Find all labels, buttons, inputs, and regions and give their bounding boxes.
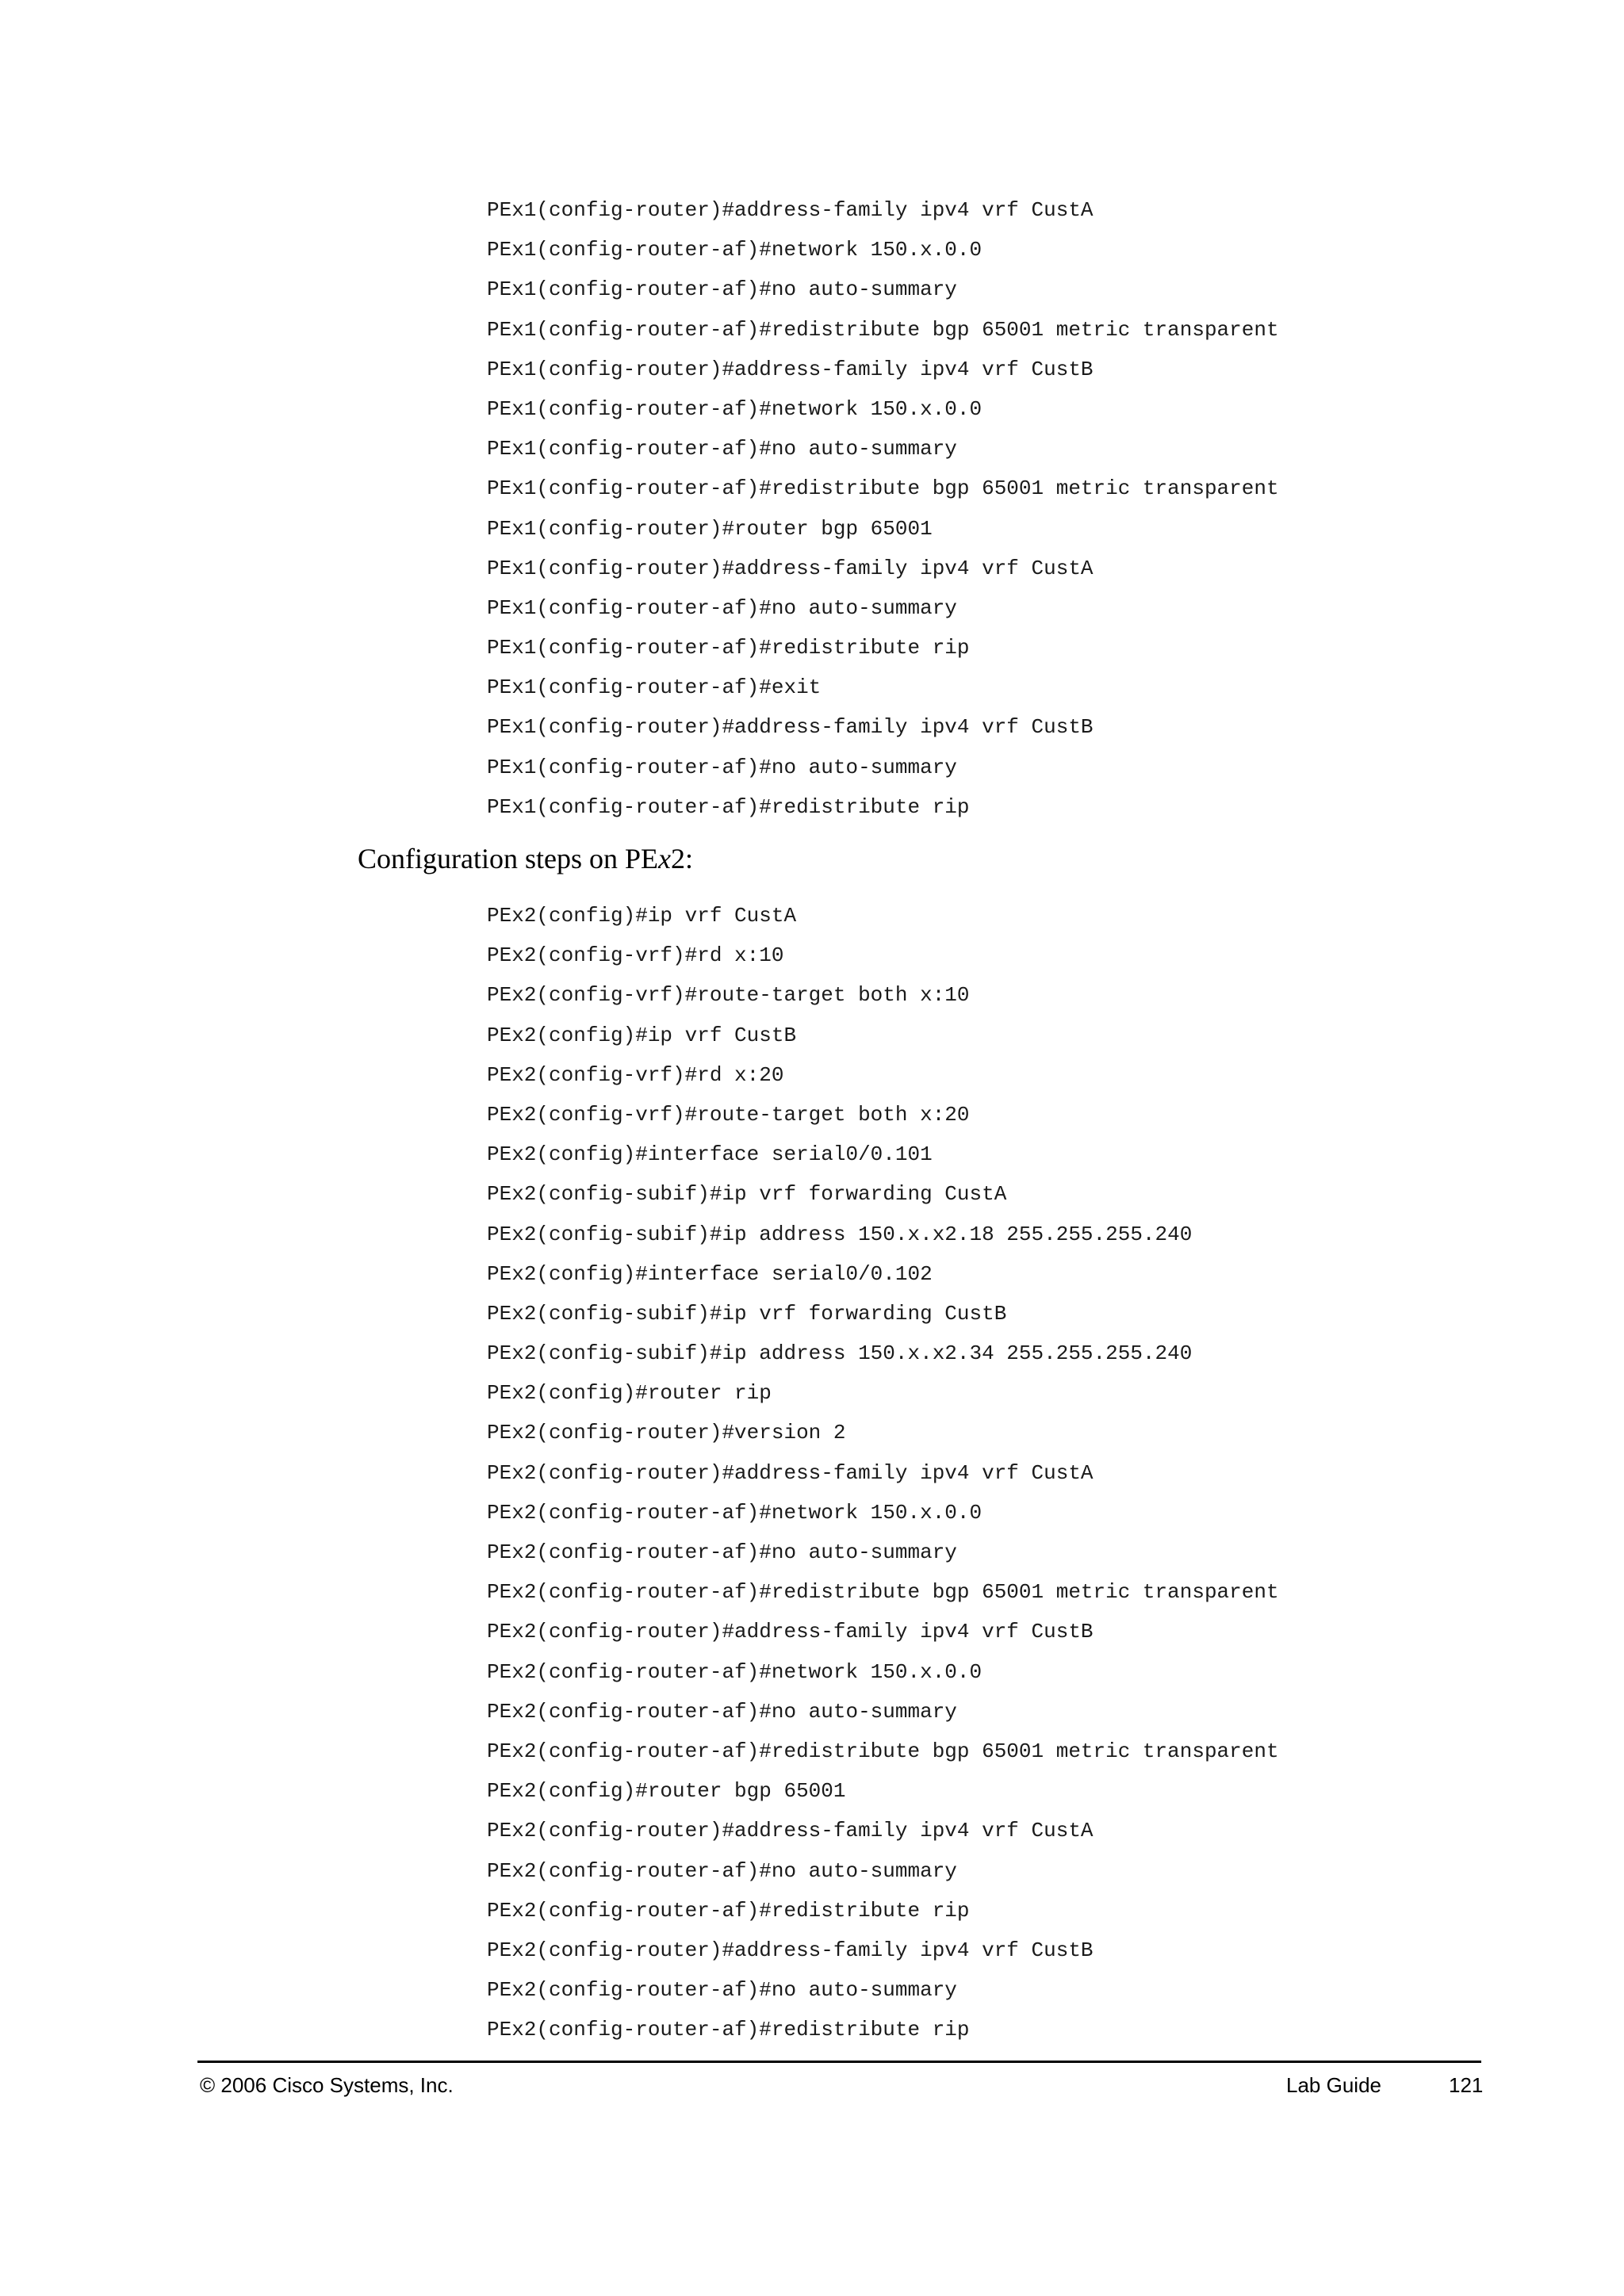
- command-line: PEx1(config-router)#router bgp 65001: [487, 516, 933, 541]
- pex1-command-listing: [487, 190, 1279, 827]
- command-line: PEx2(config-router-af)#no auto-summary: [487, 1540, 957, 1564]
- pex2-command-listing: [487, 896, 1279, 2049]
- command-line: PEx2(config)#router bgp 65001: [487, 1779, 846, 1804]
- command-line: PEx1(config-router)#address-family ipv4 vrf CustB: [487, 357, 1094, 381]
- command-line: PEx2(config)#router rip: [487, 1381, 772, 1406]
- command-line: PEx1(config-router-af)#exit: [487, 675, 822, 700]
- section-heading-suffix: 2:: [670, 843, 693, 874]
- footer-doc-title: Lab Guide: [1286, 2073, 1381, 2097]
- section-heading-italic: x: [657, 843, 671, 874]
- command-line: PEx1(config-router)#address-family ipv4 vrf CustA: [487, 556, 1094, 580]
- command-line: PEx2(config-router-af)#redistribute bgp 65001 metric transparent: [487, 1739, 1279, 1763]
- command-line: PEx2(config-vrf)#rd x:10: [487, 943, 784, 968]
- command-line: PEx2(config-router-af)#no auto-summary: [487, 1858, 957, 1883]
- command-line: PEx2(config-router)#address-family ipv4 vrf CustB: [487, 1938, 1094, 1962]
- section-heading-prefix: Configuration steps on PE: [358, 843, 658, 874]
- command-line: PEx2(config-vrf)#route-target both x:20: [487, 1102, 970, 1127]
- command-line: PEx2(config-router)#address-family ipv4 vrf CustA: [487, 1819, 1094, 1843]
- command-line: PEx2(config-subif)#ip address 150.x.x2.34 255.255.255.240: [487, 1341, 1193, 1366]
- command-line: PEx1(config-router-af)#redistribute rip: [487, 636, 970, 660]
- command-line: PEx2(config-router-af)#network 150.x.0.0: [487, 1500, 982, 1525]
- command-line: PEx2(config)#ip vrf CustB: [487, 1023, 797, 1047]
- command-line: PEx1(config-router)#address-family ipv4 vrf CustA: [487, 198, 1094, 222]
- footer-copyright: © 2006 Cisco Systems, Inc.: [200, 2073, 454, 2097]
- command-line: PEx2(config-router)#address-family ipv4 vrf CustB: [487, 1620, 1094, 1644]
- command-line: PEx2(config-vrf)#rd x:20: [487, 1062, 784, 1087]
- command-line: PEx1(config-router)#address-family ipv4 vrf CustB: [487, 715, 1094, 740]
- command-line: PEx1(config-router-af)#redistribute bgp 65001 metric transparent: [487, 317, 1279, 342]
- command-line: PEx2(config)#ip vrf CustA: [487, 904, 797, 928]
- command-line: PEx2(config)#interface serial0/0.102: [487, 1261, 933, 1286]
- command-line: PEx2(config-subif)#ip vrf forwarding CustA: [487, 1182, 1007, 1207]
- footer-page-number: 121: [1449, 2073, 1484, 2097]
- command-line: PEx1(config-router-af)#redistribute rip: [487, 794, 970, 819]
- command-line: PEx1(config-router-af)#no auto-summary: [487, 755, 957, 779]
- command-line: PEx2(config-router-af)#no auto-summary: [487, 1699, 957, 1724]
- command-line: PEx2(config-subif)#ip address 150.x.x2.18 255.255.255.240: [487, 1222, 1193, 1246]
- command-line: PEx1(config-router-af)#no auto-summary: [487, 595, 957, 620]
- command-line: PEx2(config-router)#version 2: [487, 1421, 846, 1445]
- command-line: PEx2(config-router-af)#network 150.x.0.0: [487, 1659, 982, 1684]
- command-line: PEx2(config-router-af)#redistribute rip: [487, 1898, 970, 1923]
- command-line: PEx1(config-router-af)#no auto-summary: [487, 437, 957, 461]
- command-line: PEx2(config-router-af)#redistribute rip: [487, 2018, 970, 2042]
- command-line: PEx2(config-router-af)#redistribute bgp 65001 metric transparent: [487, 1580, 1279, 1605]
- command-line: PEx1(config-router-af)#network 150.x.0.0: [487, 238, 982, 262]
- command-line: PEx2(config)#interface serial0/0.101: [487, 1142, 933, 1167]
- command-line: PEx1(config-router-af)#no auto-summary: [487, 277, 957, 302]
- command-line: PEx1(config-router-af)#network 150.x.0.0: [487, 396, 982, 421]
- command-line: PEx2(config-subif)#ip vrf forwarding CustB: [487, 1301, 1007, 1326]
- command-line: PEx1(config-router-af)#redistribute bgp 65001 metric transparent: [487, 476, 1279, 501]
- command-line: PEx2(config-vrf)#route-target both x:10: [487, 983, 970, 1008]
- command-line: PEx2(config-router)#address-family ipv4 vrf CustA: [487, 1460, 1094, 1485]
- command-line: PEx2(config-router-af)#no auto-summary: [487, 1978, 957, 2003]
- section-heading-pex2: [358, 839, 693, 878]
- footer-divider: [197, 2061, 1481, 2063]
